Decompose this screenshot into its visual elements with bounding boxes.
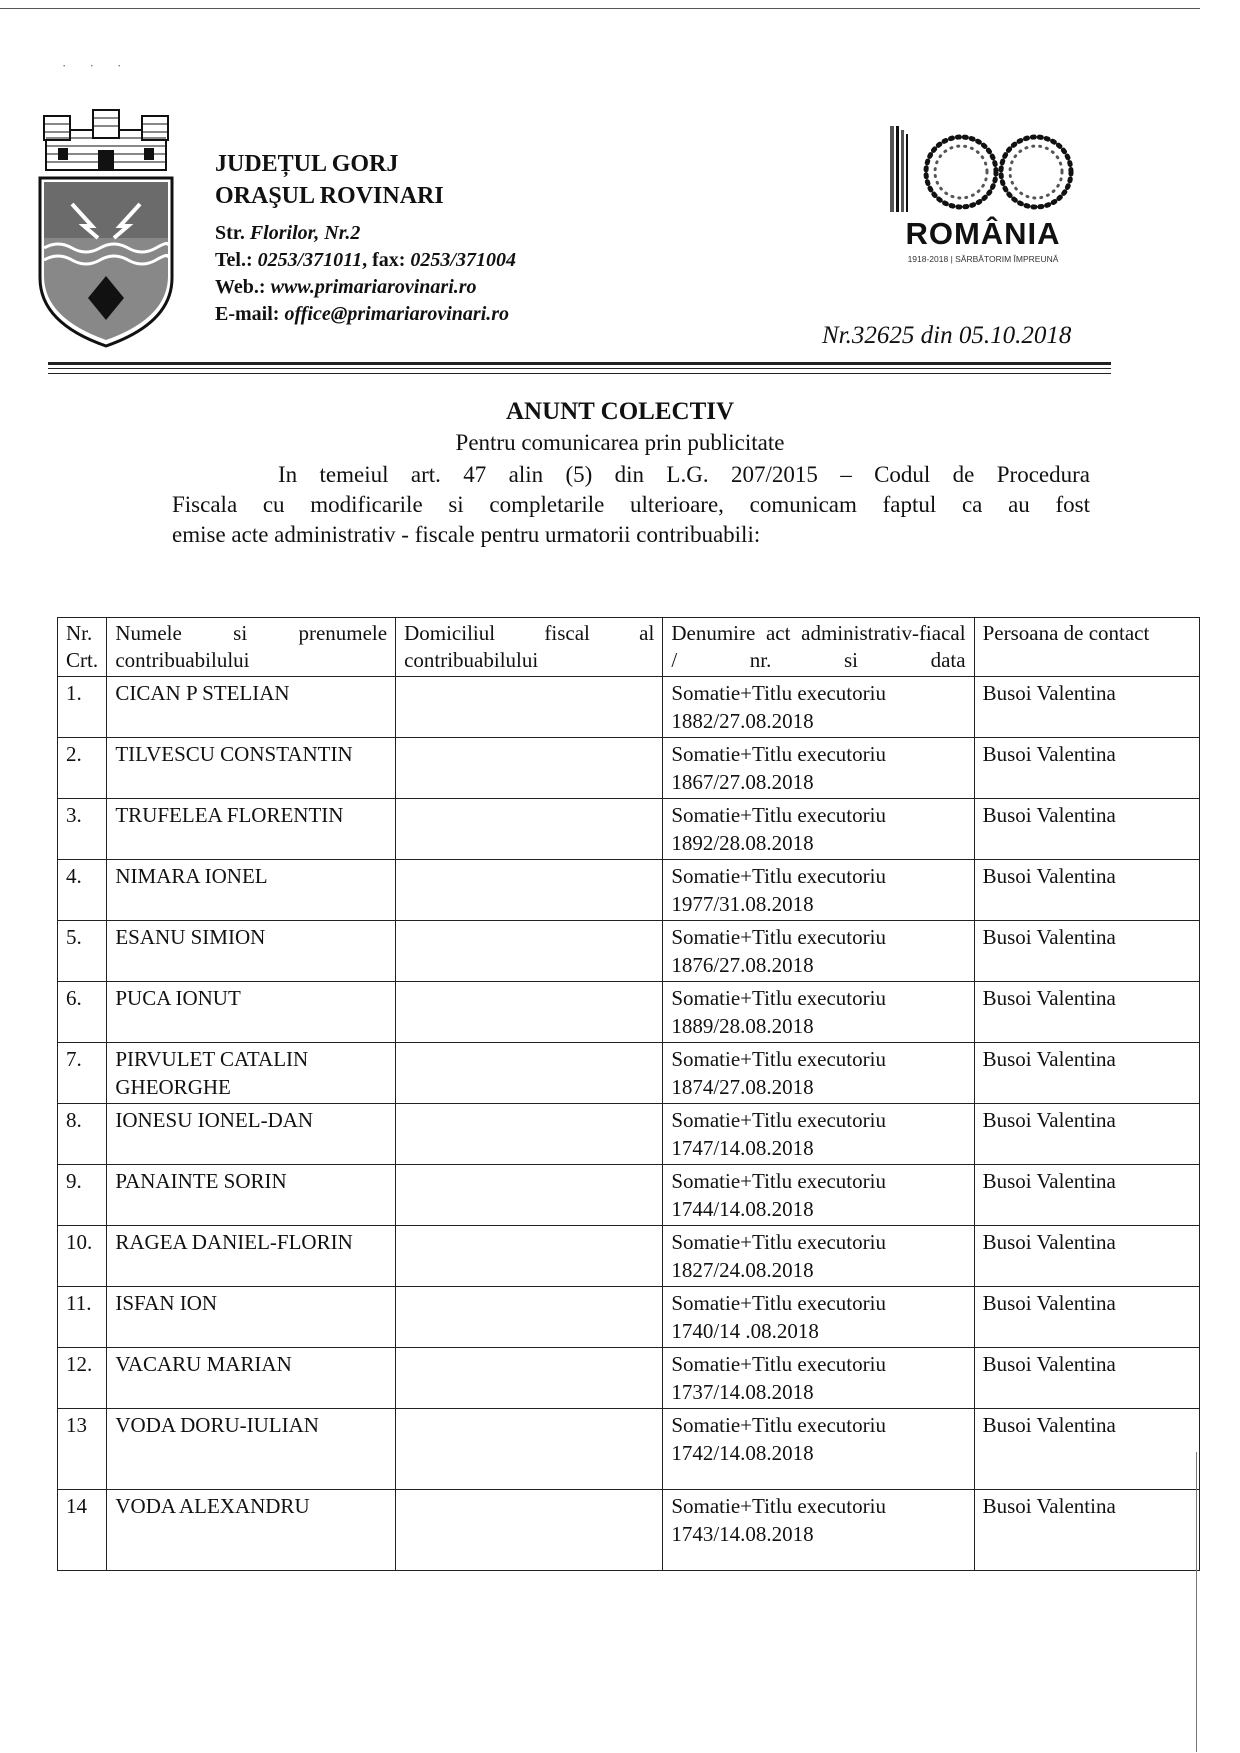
cell-name: VODA ALEXANDRU bbox=[107, 1490, 396, 1571]
cell-nr: 12. bbox=[58, 1348, 107, 1409]
cell-domicile bbox=[396, 1104, 663, 1165]
cell-act bbox=[663, 1226, 974, 1287]
cell-name: NIMARA IONEL bbox=[107, 860, 396, 921]
phone-line bbox=[215, 247, 516, 274]
cell-name: RAGEA DANIEL-FLORIN bbox=[107, 1226, 396, 1287]
institution-header bbox=[215, 148, 516, 328]
cell-contact: Busoi Valentina bbox=[974, 1490, 1199, 1571]
cell-act bbox=[663, 677, 974, 738]
act-type: Somatie+Titlu executoriu bbox=[671, 864, 886, 888]
intro-line: In temeiul art. 47 alin (5) din L.G. 207/2015 – Codul de Procedura bbox=[278, 462, 1090, 487]
cell-contact: Busoi Valentina bbox=[974, 1287, 1199, 1348]
table-row bbox=[58, 799, 1200, 860]
email-label: E-mail: bbox=[215, 303, 280, 325]
cell-nr: 11. bbox=[58, 1287, 107, 1348]
cell-nr: 5. bbox=[58, 921, 107, 982]
cell-name: TRUFELEA FLORENTIN bbox=[107, 799, 396, 860]
cell-contact: Busoi Valentina bbox=[974, 1104, 1199, 1165]
cell-nr: 13 bbox=[58, 1409, 107, 1490]
header-act: Denumire act administrativ-fiacal / nr. si data bbox=[663, 618, 974, 677]
town-name: ORAŞUL ROVINARI bbox=[215, 183, 444, 209]
table-row bbox=[58, 982, 1200, 1043]
act-type: Somatie+Titlu executoriu bbox=[671, 1494, 886, 1518]
cell-act bbox=[663, 1490, 974, 1571]
cell-domicile bbox=[396, 1165, 663, 1226]
act-number-date: 1892/28.08.2018 bbox=[671, 831, 814, 855]
table-row bbox=[58, 1490, 1200, 1571]
table-row bbox=[58, 860, 1200, 921]
cell-act bbox=[663, 799, 974, 860]
header-contact: Persoana de contact bbox=[974, 618, 1199, 677]
tel-value: 0253/371011 bbox=[257, 249, 363, 271]
cell-contact: Busoi Valentina bbox=[974, 799, 1199, 860]
scan-artifact: · · · bbox=[62, 58, 132, 73]
cell-name: IONESU IONEL-DAN bbox=[107, 1104, 396, 1165]
county-name: JUDEȚUL GORJ bbox=[215, 151, 399, 177]
web-line bbox=[215, 274, 516, 301]
act-type: Somatie+Titlu executoriu bbox=[671, 925, 886, 949]
cell-nr: 14 bbox=[58, 1490, 107, 1571]
cell-act bbox=[663, 860, 974, 921]
cell-contact: Busoi Valentina bbox=[974, 982, 1199, 1043]
header-nr-crt: Nr. Crt. bbox=[58, 618, 107, 677]
cell-name: TILVESCU CONSTANTIN bbox=[107, 738, 396, 799]
cell-contact: Busoi Valentina bbox=[974, 1043, 1199, 1104]
email-link[interactable]: office@primariarovinari.ro bbox=[284, 303, 510, 325]
act-number-date: 1876/27.08.2018 bbox=[671, 953, 814, 977]
cell-domicile bbox=[396, 677, 663, 738]
email-line bbox=[215, 301, 516, 328]
act-type: Somatie+Titlu executoriu bbox=[671, 681, 886, 705]
act-number-date: 1874/27.08.2018 bbox=[671, 1075, 814, 1099]
fax-label: , fax: bbox=[362, 249, 406, 271]
romania-centenary-logo bbox=[878, 120, 1088, 270]
header-divider-thin bbox=[48, 368, 1111, 369]
cell-domicile bbox=[396, 1409, 663, 1490]
act-type: Somatie+Titlu executoriu bbox=[671, 1291, 886, 1315]
act-type: Somatie+Titlu executoriu bbox=[671, 1108, 886, 1132]
act-type: Somatie+Titlu executoriu bbox=[671, 1352, 886, 1376]
act-number-date: 1889/28.08.2018 bbox=[671, 1014, 814, 1038]
cell-name: ISFAN ION bbox=[107, 1287, 396, 1348]
cell-nr: 2. bbox=[58, 738, 107, 799]
cell-domicile bbox=[396, 1490, 663, 1571]
cell-nr: 7. bbox=[58, 1043, 107, 1104]
cell-nr: 10. bbox=[58, 1226, 107, 1287]
intro-line: Fiscala cu modificarile si completarile ulterioare, comunicam faptul ca au fost bbox=[172, 492, 1090, 517]
cell-domicile bbox=[396, 982, 663, 1043]
cell-domicile bbox=[396, 1348, 663, 1409]
cell-act bbox=[663, 921, 974, 982]
cell-domicile bbox=[396, 1226, 663, 1287]
cell-domicile bbox=[396, 1043, 663, 1104]
address-line bbox=[215, 220, 516, 247]
table-row bbox=[58, 1043, 1200, 1104]
cell-nr: 8. bbox=[58, 1104, 107, 1165]
cell-contact: Busoi Valentina bbox=[974, 860, 1199, 921]
cell-act bbox=[663, 1409, 974, 1490]
cell-contact: Busoi Valentina bbox=[974, 677, 1199, 738]
cell-nr: 3. bbox=[58, 799, 107, 860]
cell-name: PUCA IONUT bbox=[107, 982, 396, 1043]
cell-nr: 1. bbox=[58, 677, 107, 738]
header-divider-thin bbox=[48, 373, 1111, 374]
table-row bbox=[58, 677, 1200, 738]
act-number-date: 1742/14.08.2018 bbox=[671, 1441, 814, 1465]
table-row bbox=[58, 921, 1200, 982]
act-type: Somatie+Titlu executoriu bbox=[671, 986, 886, 1010]
scan-edge-mark bbox=[1196, 1452, 1197, 1752]
fax-value: 0253/371004 bbox=[410, 249, 516, 271]
cell-name: CICAN P STELIAN bbox=[107, 677, 396, 738]
registration-number: Nr.32625 din 05.10.2018 bbox=[822, 322, 1072, 349]
cell-contact: Busoi Valentina bbox=[974, 921, 1199, 982]
centenary-country: ROMÂNIA bbox=[905, 216, 1061, 251]
cell-contact: Busoi Valentina bbox=[974, 1348, 1199, 1409]
act-number-date: 1737/14.08.2018 bbox=[671, 1380, 814, 1404]
coat-of-arms-icon bbox=[36, 108, 176, 350]
cell-name: PIRVULET CATALIN GHEORGHE bbox=[107, 1043, 396, 1104]
act-type: Somatie+Titlu executoriu bbox=[671, 1169, 886, 1193]
table-row bbox=[58, 1348, 1200, 1409]
act-number-date: 1977/31.08.2018 bbox=[671, 892, 814, 916]
address-value: Florilor, Nr.2 bbox=[249, 222, 361, 244]
cell-act bbox=[663, 1104, 974, 1165]
cell-domicile bbox=[396, 921, 663, 982]
cell-domicile bbox=[396, 1287, 663, 1348]
act-number-date: 1740/14 .08.2018 bbox=[671, 1319, 819, 1343]
cell-contact: Busoi Valentina bbox=[974, 738, 1199, 799]
act-number-date: 1744/14.08.2018 bbox=[671, 1197, 814, 1221]
scan-top-edge bbox=[0, 8, 1200, 9]
header-domicile: Domiciliul fiscal al contribuabilului bbox=[396, 618, 663, 677]
intro-line: emise acte administrativ - fiscale pentru urmatorii contribuabili: bbox=[172, 522, 761, 547]
announcement-subtitle: Pentru comunicarea prin publicitate bbox=[455, 430, 785, 455]
act-type: Somatie+Titlu executoriu bbox=[671, 1413, 886, 1437]
act-type: Somatie+Titlu executoriu bbox=[671, 803, 886, 827]
address-label: Str. bbox=[215, 222, 245, 244]
table-row bbox=[58, 738, 1200, 799]
cell-contact: Busoi Valentina bbox=[974, 1226, 1199, 1287]
cell-nr: 4. bbox=[58, 860, 107, 921]
web-link[interactable]: www.primariarovinari.ro bbox=[270, 276, 477, 298]
act-number-date: 1882/27.08.2018 bbox=[671, 709, 814, 733]
cell-act bbox=[663, 1348, 974, 1409]
header-name: Numele si prenumele contribuabilului bbox=[107, 618, 396, 677]
act-number-date: 1747/14.08.2018 bbox=[671, 1136, 814, 1160]
cell-act bbox=[663, 738, 974, 799]
cell-nr: 9. bbox=[58, 1165, 107, 1226]
act-type: Somatie+Titlu executoriu bbox=[671, 742, 886, 766]
tel-label: Tel.: bbox=[215, 249, 253, 271]
table-row bbox=[58, 1409, 1200, 1490]
header-divider bbox=[48, 362, 1111, 365]
cell-act bbox=[663, 1043, 974, 1104]
table-row bbox=[58, 1226, 1200, 1287]
act-number-date: 1867/27.08.2018 bbox=[671, 770, 814, 794]
contributors-table bbox=[57, 617, 1200, 1571]
cell-act bbox=[663, 982, 974, 1043]
cell-act bbox=[663, 1287, 974, 1348]
act-type: Somatie+Titlu executoriu bbox=[671, 1047, 886, 1071]
table-row bbox=[58, 1165, 1200, 1226]
act-type: Somatie+Titlu executoriu bbox=[671, 1230, 886, 1254]
cell-domicile bbox=[396, 738, 663, 799]
cell-name: VACARU MARIAN bbox=[107, 1348, 396, 1409]
act-number-date: 1743/14.08.2018 bbox=[671, 1522, 814, 1546]
table-row bbox=[58, 1287, 1200, 1348]
announcement-intro bbox=[172, 460, 1090, 550]
centenary-tagline: 1918-2018 | SĂRBĂTORIM ÎMPREUNĂ bbox=[907, 254, 1059, 264]
cell-act bbox=[663, 1165, 974, 1226]
cell-nr: 6. bbox=[58, 982, 107, 1043]
cell-name: VODA DORU-IULIAN bbox=[107, 1409, 396, 1490]
cell-name: ESANU SIMION bbox=[107, 921, 396, 982]
act-number-date: 1827/24.08.2018 bbox=[671, 1258, 814, 1282]
cell-contact: Busoi Valentina bbox=[974, 1165, 1199, 1226]
cell-name: PANAINTE SORIN bbox=[107, 1165, 396, 1226]
cell-contact: Busoi Valentina bbox=[974, 1409, 1199, 1490]
cell-domicile bbox=[396, 799, 663, 860]
web-label: Web.: bbox=[215, 276, 266, 298]
cell-domicile bbox=[396, 860, 663, 921]
table-row bbox=[58, 1104, 1200, 1165]
centenary-number-100-icon bbox=[890, 126, 908, 212]
table-header-row bbox=[58, 618, 1200, 677]
announcement-title: ANUNT COLECTIV bbox=[505, 398, 735, 425]
